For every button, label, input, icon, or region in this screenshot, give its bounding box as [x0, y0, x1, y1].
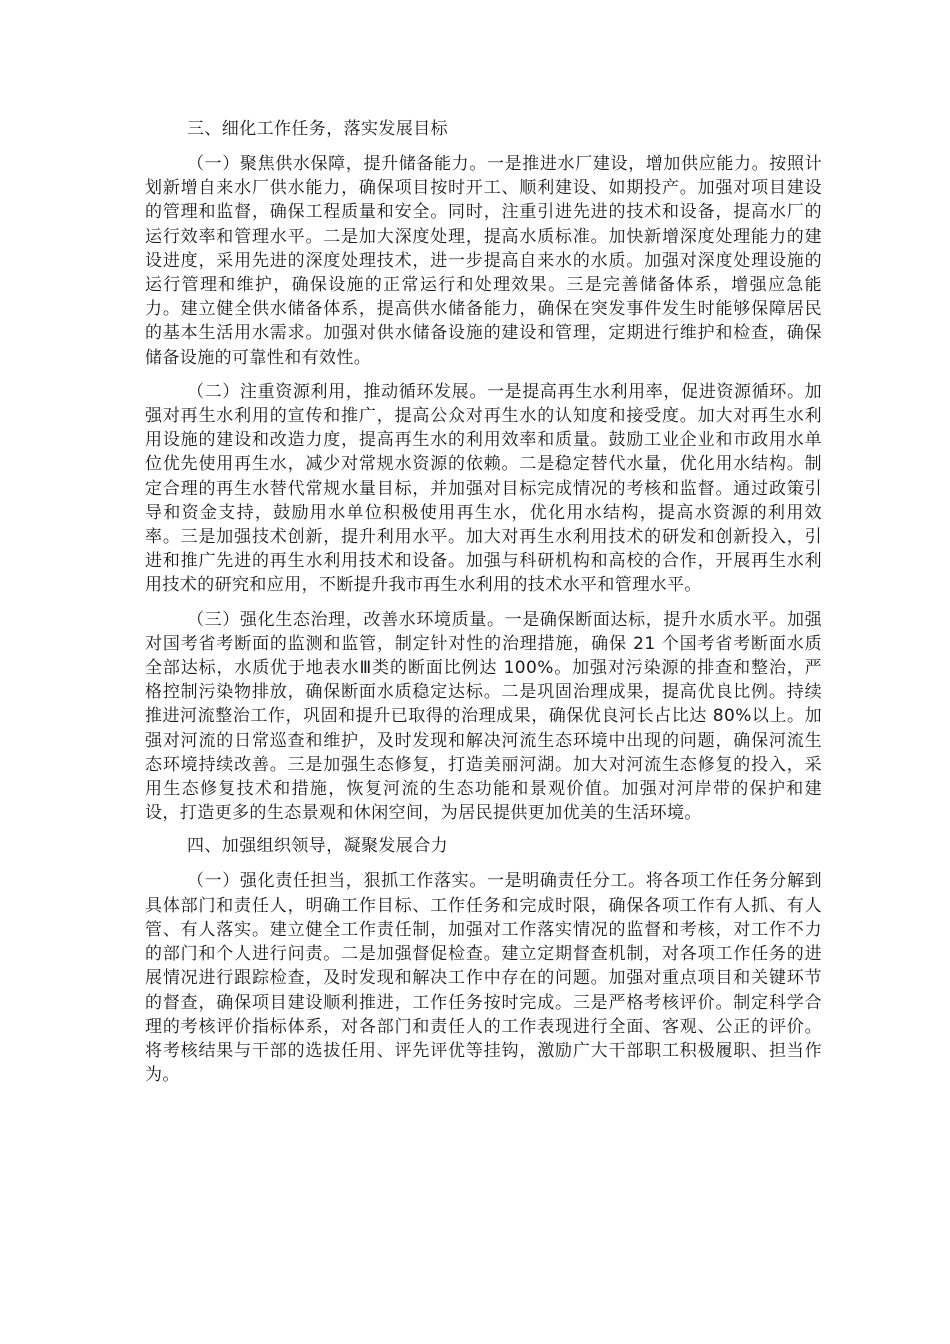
section-3-paragraph-1: （一）聚焦供水保障，提升储备能力。一是推进水厂建设，增加供应能力。按照计划新增自来水厂供水能力，确保项目按时开工、顺利建设、如期投产。加强对项目建设的管理和监督，确保工程质量和安全。同时，注重引进先进的技术和设备，提高水厂的运行效率和管理水平。二是加大深度处理，提高水质标准。加快新增深度处理能力的建设进度，采用先进的深度处理技术，进一步提高自来水的水质。加强对深度处理设施的运行管理和维护，确保设施的正常运行和处理效果。三是完善储备体系，增强应急能力。建立健全供水储备体系，提高供水储备能力，确保在突发事件发生时能够保障居民的基本生活用水需求。加强对供水储备设施的建设和管理，定期进行维护和检查，确保储备设施的可靠性和有效性。: [145, 154, 822, 368]
section-4-paragraph-1: （一）强化责任担当，狠抓工作落实。一是明确责任分工。将各项工作任务分解到具体部门和责任人，明确工作目标、工作任务和完成时限，确保各项工作有人抓、有人管、有人落实。建立健全工作责任制，加强对工作落实情况的监督和考核，对工作不力的部门和个人进行问责。二是加强督促检查。建立定期督查机制，对各项工作任务的进展情况进行跟踪检查，及时发现和解决工作中存在的问题。加强对重点项目和关键环节的督查，确保项目建设顺利推进，工作任务按时完成。三是严格考核评价。制定科学合理的考核评价指标体系，对各部门和责任人的工作表现进行全面、客观、公正的评价。将考核结果与干部的选拔任用、评先评优等挂钩，激励广大干部职工积极履职、担当作为。: [145, 871, 822, 1086]
section-3-paragraph-3: （三）强化生态治理，改善水环境质量。一是确保断面达标，提升水质水平。加强对国考省考断面的监测和监管，制定针对性的治理措施，确保 21 个国考省考断面水质全部达标，水质优于地表水Ⅲ类的断面比例达 100%。加强对污染源的排查和整治，严格控制污染物排放，确保断面水质稳定达标。二是巩固治理成果，提高优良比例。持续推进河流整治工作，巩固和提升已取得的治理成果，确保优良河长占比达 80%以上。加强对河流的日常巡查和维护，及时发现和解决河流生态环境中出现的问题，确保河流生态环境持续改善。三是加强生态修复，打造美丽河湖。加大对河流生态修复的投入，采用生态修复技术和措施，恢复河流的生态功能和景观价值。加强对河岸带的保护和建设，打造更多的生态景观和休闲空间，为居民提供更加优美的生活环境。: [145, 609, 822, 824]
section-4-heading: 四、加强组织领导，凝聚发展合力: [187, 836, 448, 857]
section-3-heading: 三、细化工作任务，落实发展目标: [187, 119, 448, 139]
section-3-paragraph-2: （二）注重资源利用，推动循环发展。一是提高再生水利用率，促进资源循环。加强对再生水利用的宣传和推广，提高公众对再生水的认知度和接受度。加大对再生水利用设施的建设和改造力度，提高再生水的利用效率和质量。鼓励工业企业和市政用水单位优先使用再生水，减少对常规水资源的依赖。二是稳定替代水量，优化用水结构。制定合理的再生水替代常规水量目标，并加强对目标完成情况的考核和监督。通过政策引导和资金支持，鼓励用水单位积极使用再生水，优化用水结构，提高水资源的利用效率。三是加强技术创新，提升利用水平。加大对再生水利用技术的研发和创新投入，引进和推广先进的再生水利用技术和设备。加强与科研机构和高校的合作，开展再生水利用技术的研究和应用，不断提升我市再生水利用的技术水平和管理水平。: [145, 381, 822, 596]
